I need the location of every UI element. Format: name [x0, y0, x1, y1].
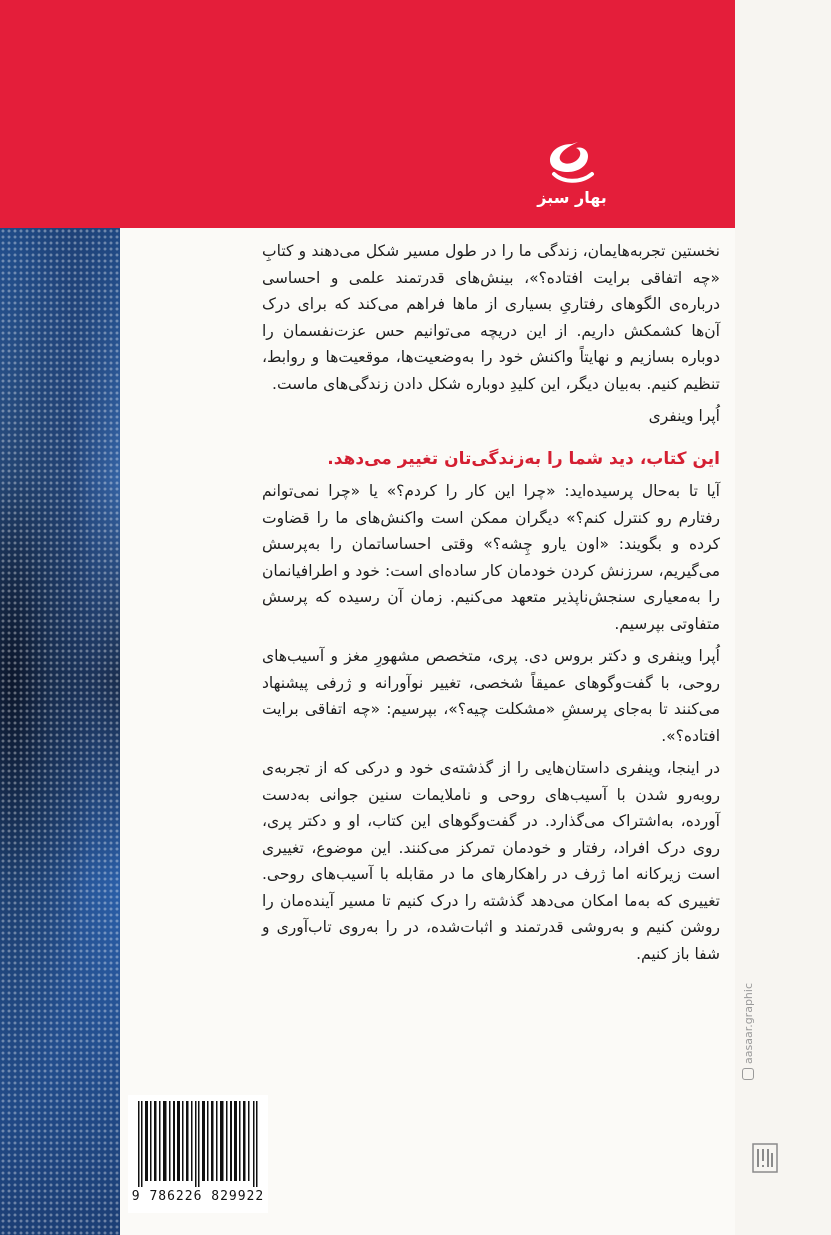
publisher-name: بهار سبز — [537, 188, 607, 207]
back-cover-text — [262, 238, 720, 967]
intro-paragraph: نخستین تجربه‌هایمان، زندگی ما را در طول مسیر شکل می‌دهند و کتابِ «چه اتفاقی برایت افتاده؟»، بینش‌های قدرتمند علمی و احساسی درباره‌ی الگوهای رفتاریِ بسیاری از ماها فراهم می‌کند که برای درک آن‌ها کشمکش داریم. از این دریچه می‌توانیم حس عزت‌نفسمان را دوباره بسازیم و نهایتاً واکنش خود را به‌وضعیت‌ها، موقعیت‌ها و روابط، تنظیم کنیم. به‌بیان دیگر، این کلیدِ دوباره شکل دادن زندگی‌های ماست. — [262, 242, 720, 393]
question-paragraph: آیا تا به‌حال پرسیده‌اید: «چرا این کار را کردم؟» یا «چرا نمی‌توانم رفتارم رو کنترل کنم؟» دیگران ممکن است واکنش‌های ما را قضاوت کرده و بگویند: «اون یارو چِشه؟» وقتی احساساتمان را به‌پرسش می‌گیریم، سرزنش کردن خودمان کار ساده‌ای است: خود و اطرافیانمان را به‌معیاری سنجش‌ناپذیر متعهد می‌کنیم. زمان آن رسیده که پرسش متفاوتی بپرسیم. — [262, 482, 720, 633]
halftone-photo-strip — [0, 228, 120, 1235]
publisher-logo — [522, 138, 622, 218]
quote-signature: اُپرا وینفری — [648, 407, 720, 425]
isbn-barcode — [128, 1095, 268, 1213]
designer-credit — [742, 983, 755, 1080]
barcode-bars — [136, 1101, 260, 1187]
instagram-icon — [742, 1068, 754, 1080]
isbn-number: 9 786226 829922 — [131, 1189, 265, 1204]
red-header-band — [0, 0, 735, 228]
closing-paragraph: در اینجا، وینفری داستان‌هایی را از گذشته‌ی خود و درکی که از تجربه‌ی روبه‌رو شدن با آسیب‌های روحی و ناملایمات سنین جوانی به‌دست آورده، به‌اشتراک می‌گذارد. در گفت‌وگوهای این کتاب، او و دکتر پری، روی درک افراد، رفتار و خودمان تمرکز می‌کنند. این موضوع، تغییری است زیرکانه اما ژرف در راهکارهای ما در مقابله با آسیب‌های روحی. تغییری که به‌ما امکان می‌دهد گذشته را درک کنیم تا مسیر آینده‌مان را روشن کنیم و به‌روشی قدرتمند و اثبات‌شده، در را به‌روی تاب‌آوری و شفا باز کنیم. — [262, 759, 720, 963]
designer-handle: aasaar.graphic — [742, 982, 755, 1064]
designer-mark-icon — [752, 1143, 778, 1173]
authors-paragraph: اُپرا وینفری و دکتر بروس دی. پری، متخصص مشهورِ مغز و آسیب‌های روحی، با گفت‌وگوهای عمیقاً شخصی، تغییر نوآورانه و ژرفی پیشنهاد می‌کنند تا به‌جای پرسشِ «مشکلت چیه؟»، بپرسیم: «چه اتفاقی برایت افتاده؟». — [262, 647, 720, 745]
highlight-tagline: این کتاب، دید شما را به‌زندگی‌تان تغییر می‌دهد. — [327, 448, 720, 469]
leaf-logo-icon — [544, 138, 600, 190]
